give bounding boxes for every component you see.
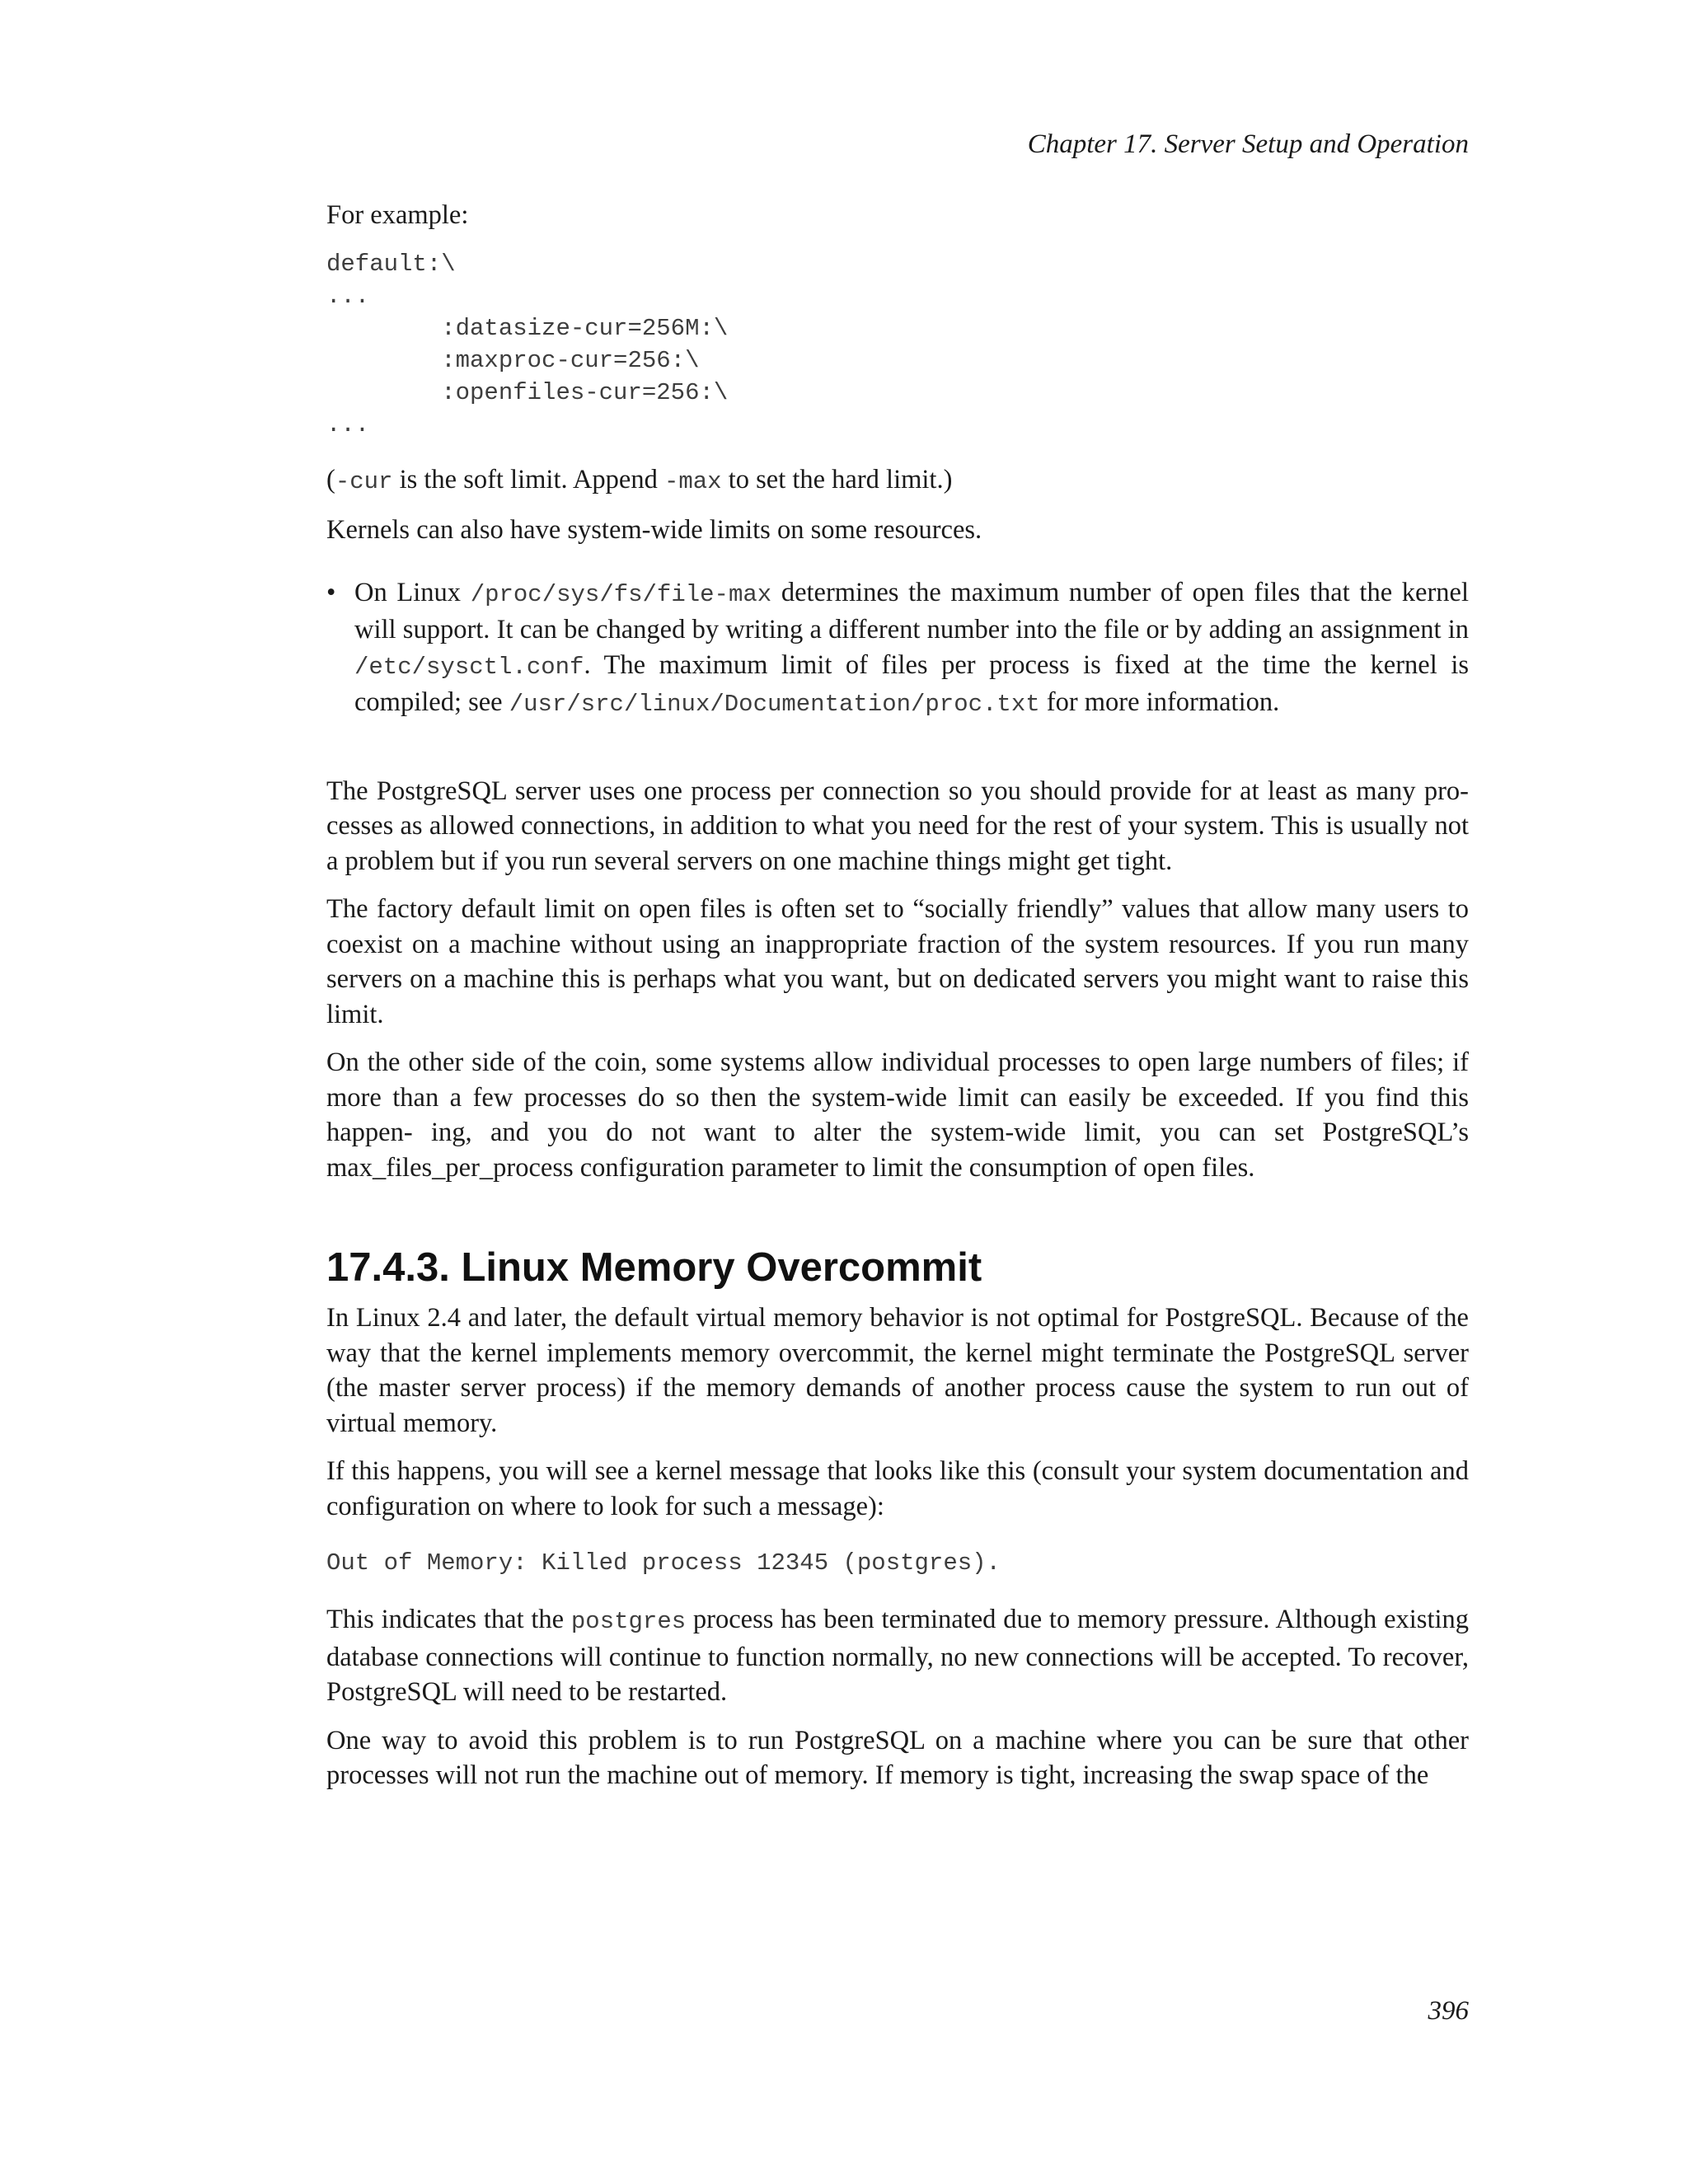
- para-one-way: One way to avoid this problem is to run PostgreSQL on a machine where you can be sure that other processes will not run the machine out of memory. If memory is tight, increasing the swap space of the: [326, 1725, 1469, 1790]
- bullet-text-1: On Linux: [354, 577, 471, 607]
- page-body: [326, 115, 1469, 1793]
- limit-note-code-cur: -cur: [335, 467, 393, 495]
- intro-text: For example:: [326, 200, 469, 230]
- indicates-text-1: This indicates that the: [326, 1605, 571, 1634]
- kernel-limits-text: Kernels can also have system-wide limits on some resources.: [326, 515, 982, 545]
- running-head: Chapter 17. Server Setup and Operation: [1027, 129, 1469, 159]
- para-if-happens: If this happens, you will see a kernel message that looks like this (consult your system documentation and configuration on where to look for such a message):: [326, 1456, 1469, 1521]
- section-heading: 17.4.3. Linux Memory Overcommit: [326, 1245, 982, 1290]
- code-block-login-conf: default:\ ... :datasize-cur=256M:\ :maxproc-cur=256:\ :openfiles-cur=256:\ ...: [326, 250, 729, 438]
- code-block-oom: Out of Memory: Killed process 12345 (postgres).: [326, 1549, 1001, 1577]
- proc-txt-path: /usr/src/linux/Documentation/proc.txt: [509, 691, 1040, 718]
- para-linux-24: In Linux 2.4 and later, the default virtual memory behavior is not optimal for PostgreSQL. Because of the way that the kernel implements memory overcommit, the kernel might terminate the PostgreSQL server (the master server process) if the memory demands of another process cause the system to run out of virtual memory.: [326, 1303, 1469, 1438]
- file-max-path: /proc/sys/fs/file-max: [470, 580, 772, 608]
- page-number: 396: [1428, 1996, 1469, 2026]
- limit-note-text-1: (: [326, 464, 335, 494]
- postgres-process-name: postgres: [570, 1608, 687, 1635]
- para-processes: The PostgreSQL server uses one process per connection so you should provide for at least as many pro- cesses as allowed connections, in addition to what you need for the rest of your system. This is usually not a problem but if you run several servers on one machine things might get tight.: [326, 776, 1469, 876]
- kernel-limits-list: [326, 575, 1469, 723]
- para-factory-limit: The factory default limit on open files is often set to “socially friendly” values that allow many users to coexist on a machine without using an inappropriate fraction of the system resources. If you run many servers on a machine this is perhaps what you want, but on dedicated servers you might want to raise this limit.: [326, 894, 1469, 1029]
- limit-note-text-2: is the soft limit. Append: [392, 464, 664, 494]
- sysctl-conf-path: /etc/sysctl.conf: [354, 653, 584, 681]
- indicates-text-2: process has been terminated due to memory pressure. Although existing database connections will continue to function normally, no new connections will be accepted. To recover, PostgreSQL will need to be restarted.: [326, 1605, 1469, 1707]
- bullet-text-3: . The maximum limit of files per process is fixed at the time the kernel is compiled; see: [354, 649, 1469, 717]
- bullet-marker: •: [326, 577, 336, 607]
- bullet-text-2: determines the maximum number of open files that the kernel will support. It can be changed by writing a different number into the file or by adding an assignment in: [354, 577, 1469, 644]
- limit-note-text-3: to set the hard limit.): [721, 464, 953, 494]
- limit-note: [326, 462, 1469, 500]
- bullet-text-4: for more information.: [1039, 687, 1280, 717]
- list-item: [326, 575, 1469, 723]
- para-indicates: [326, 1602, 1469, 1710]
- para-other-side: On the other side of the coin, some systems allow individual processes to open large numbers of files; if more than a few processes do so then the system-wide limit can easily be exceeded. If you find this happen- ing, and you do not want to alter the system-wide limit, you can set PostgreSQL’s max_files_per_process configuration parameter to limit the consumption of open files.: [326, 1047, 1469, 1183]
- limit-note-code-max: -max: [663, 467, 722, 495]
